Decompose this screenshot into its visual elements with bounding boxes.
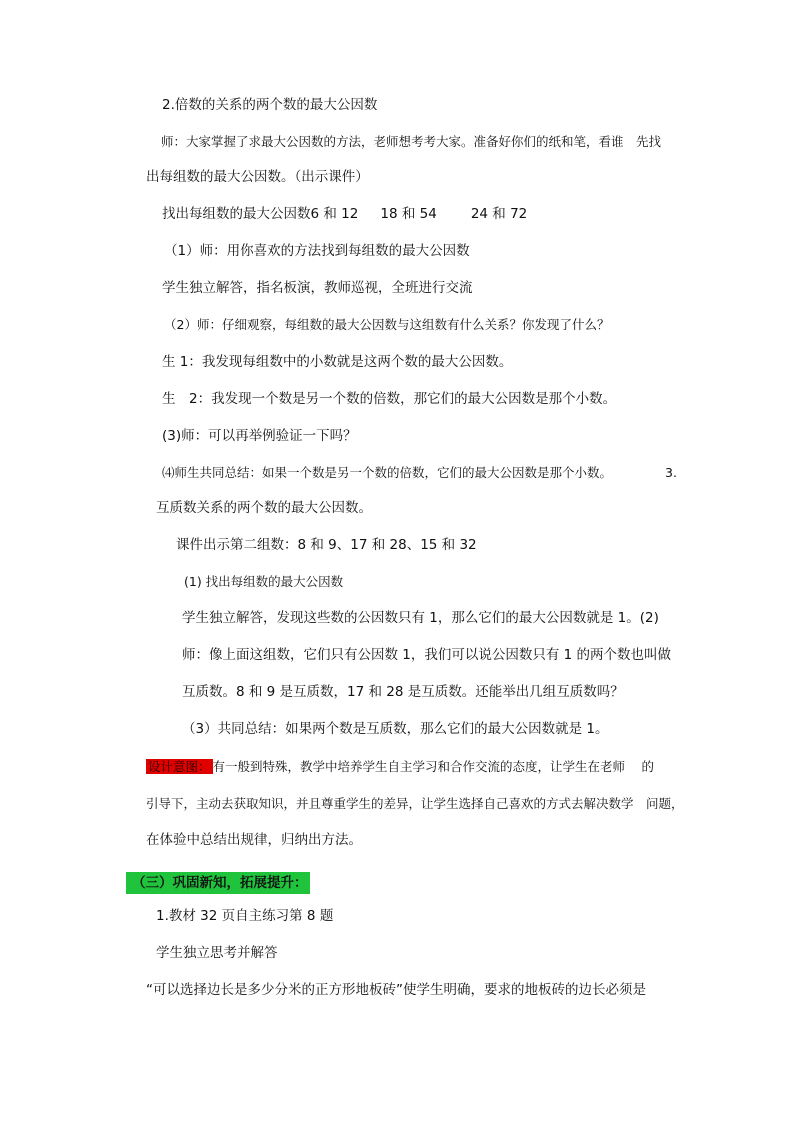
section-heading: 2.倍数的关系的两个数的最大公因数 <box>162 97 378 113</box>
step-line: ⑷师生共同总结：如果一个数是另一个数的倍数，它们的最大公因数是那个小数。 <box>162 465 613 480</box>
student-answer: 生 1：我发现每组数中的小数就是这两个数的最大公因数。 <box>162 354 513 370</box>
exercise-line: 1.教材 32 页自主练习第 8 题 <box>156 908 334 924</box>
student-answer: 生 2：我发现一个数是另一个数的倍数，那它们的最大公因数是那个小数。 <box>162 391 617 407</box>
paragraph-line: “可以选择边长是多少分米的正方形地板砖”使学生明确，要求的地板砖的边长必须是 <box>146 982 646 998</box>
number-pair: 18 和 54 <box>380 206 437 222</box>
part-heading-highlight <box>126 872 310 894</box>
section-heading: 互质数关系的两个数的最大公因数。 <box>156 500 372 516</box>
task-line <box>162 205 527 223</box>
step-line: （2）师：仔细观察，每组数的最大公因数与这组数有什么关系？你发现了什么？ <box>164 317 610 332</box>
step-line: (1) 找出每组数的最大公因数 <box>184 574 344 589</box>
part-heading: （三）巩固新知，拓展提升： <box>132 875 308 891</box>
design-intent-line: 引导下，主动去获取知识，并且尊重学生的差异，让学生选择自己喜欢的方式去解决数学 问题， <box>146 796 684 811</box>
number-pair: 24 和 72 <box>470 206 528 222</box>
design-intent-text: 有一般到特殊，教学中培养学生自主学习和合作交流的态度，让学生在老师 的 <box>212 759 654 774</box>
paragraph-line: 师：像上面这组数，它们只有公因数 1，我们可以说公因数只有 1 的两个数也叫做 <box>182 647 672 663</box>
summary-line: （3）共同总结：如果两个数是互质数，那么它们的最大公因数就是 1。 <box>182 721 609 737</box>
paragraph-line: 互质数。8 和 9 是互质数，17 和 28 是互质数。还能举出几组互质数吗？ <box>182 684 624 700</box>
design-intent-label: 设计意图： <box>148 759 211 774</box>
design-intent-line <box>146 758 654 776</box>
paragraph-line: 出每组数的最大公因数。（出示课件） <box>146 169 369 185</box>
paragraph-line: 学生独立解答，指名板演，教师巡视，全班进行交流 <box>162 280 473 296</box>
section-number: 3. <box>665 465 677 480</box>
task-label: 找出每组数的最大公因数 <box>162 206 311 222</box>
number-pair: 6 和 12 <box>310 206 359 222</box>
step-line: (3)师：可以再举例验证一下吗？ <box>162 428 357 444</box>
paragraph-line: 师：大家掌握了求最大公因数的方法，老师想考考大家。准备好你们的纸和笔，看谁 先找 <box>161 134 662 149</box>
step-line: （1）师：用你喜欢的方法找到每组数的最大公因数 <box>164 243 470 259</box>
paragraph-line: 学生独立解答，发现这些数的公因数只有 1，那么它们的最大公因数就是 1。(2) <box>182 610 659 626</box>
paragraph-line: 学生独立思考并解答 <box>156 945 278 961</box>
design-intent-line: 在体验中总结出规律，归纳出方法。 <box>146 832 362 848</box>
paragraph-line: 课件出示第二组数：8 和 9、17 和 28、15 和 32 <box>176 537 477 553</box>
